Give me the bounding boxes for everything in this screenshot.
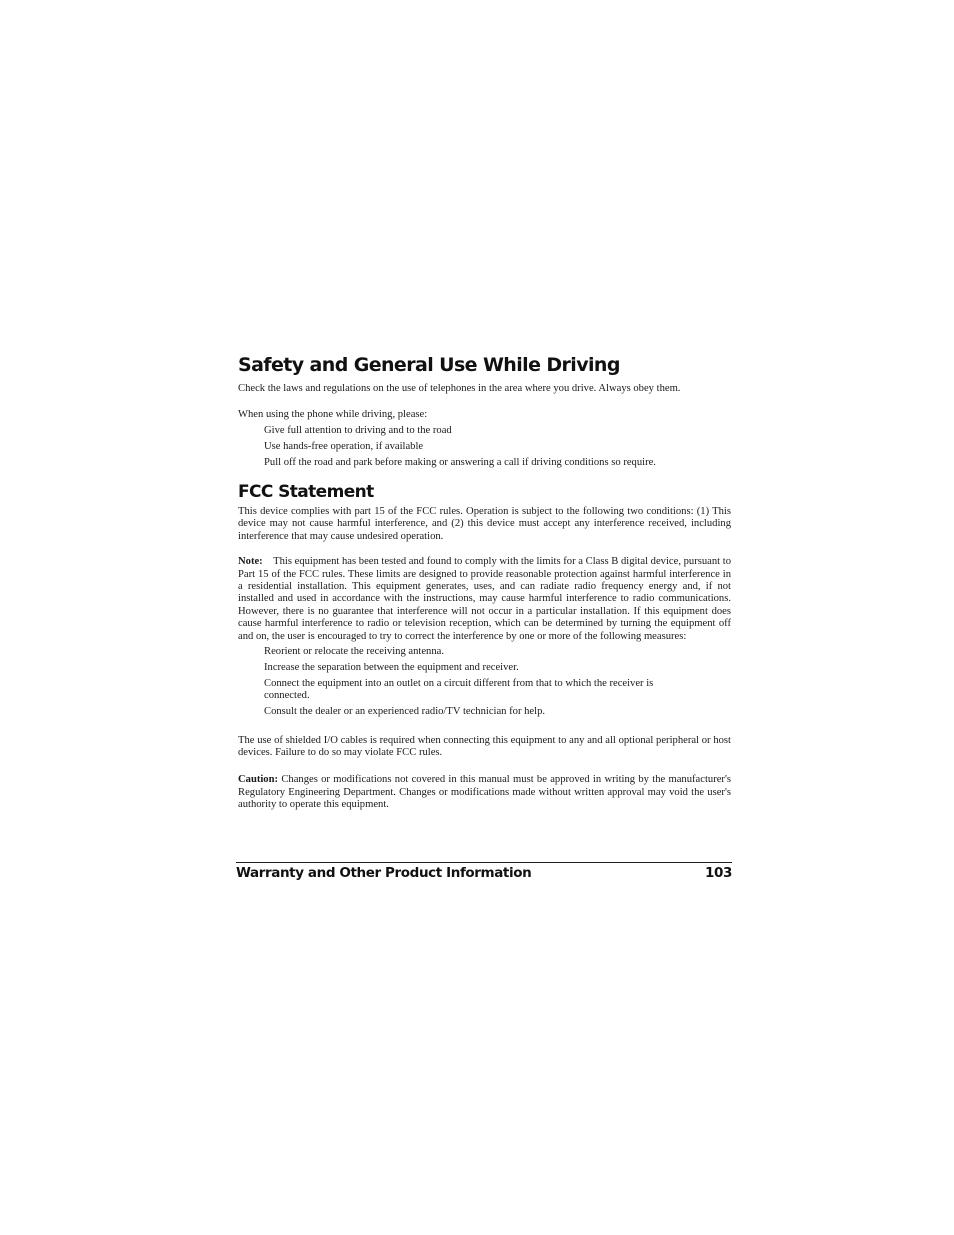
fcc-note <box>238 556 731 643</box>
list-item: Pull off the road and park before making or answering a call if driving conditions so require. <box>264 456 656 468</box>
list-item: Give full attention to driving and to the road <box>264 424 452 436</box>
list-item: Reorient or relocate the receiving antenna. <box>264 646 445 658</box>
page-number: 103 <box>705 865 732 881</box>
section-heading-driving: Safety and General Use While Driving <box>238 354 620 376</box>
list-item: Consult the dealer or an experienced radio/TV technician for help. <box>264 706 546 718</box>
footer-title: Warranty and Other Product Information <box>236 865 532 881</box>
note-label: Note: <box>238 556 263 568</box>
fcc-cables: The use of shielded I/O cables is required when connecting this equipment to any and all optional peripheral or host devices. Failure to do so may violate FCC rules. <box>238 734 731 759</box>
caution-text: Changes or modifications not covered in this manual must be approved in writing by the manufacturer's Regulatory Engineering Department. Changes or modifications made without written approval may void the user's authority to operate this equipment. <box>238 774 731 811</box>
list-item: Increase the separation between the equipment and receiver. <box>264 662 519 673</box>
fcc-caution <box>238 774 731 811</box>
section-heading-fcc: FCC Statement <box>238 482 374 503</box>
driving-lead: When using the phone while driving, please: <box>238 409 428 421</box>
driving-intro: Check the laws and regulations on the use of telephones in the area where you drive. Always obey them. <box>238 383 681 394</box>
list-item: Connect the equipment into an outlet on a circuit different from that to which the receiver is connected. <box>264 677 654 702</box>
list-item: Use hands-free operation, if available <box>264 440 424 452</box>
fcc-intro: This device complies with part 15 of the FCC rules. Operation is subject to the following two conditions: (1) This device may not cause harmful interference, and (2) this device must accept any interference received, including interference that may cause undesired operation. <box>238 506 731 542</box>
page-content <box>238 352 731 812</box>
driving-list <box>238 425 731 469</box>
fcc-measures-list <box>238 646 731 719</box>
note-text: This equipment has been tested and found to comply with the limits for a Class B digital device, pursuant to Part 15 of the FCC rules. These limits are designed to provide reasonable protection against harmful interference in a residential installation. This equipment generates, uses, and can radiate radio frequency energy and, if not installed and used in accordance with the instructions, may cause harmful interference to radio communications. However, there is no guarantee that interference will not occur in a particular installation. If this equipment does cause harmful interference to radio or television reception, which can be determined by turning the equipment off and on, the user is encouraged to try to correct the interference by one or more of the following measures: <box>238 556 731 642</box>
caution-label: Caution: <box>238 774 279 786</box>
page-footer <box>236 862 732 881</box>
